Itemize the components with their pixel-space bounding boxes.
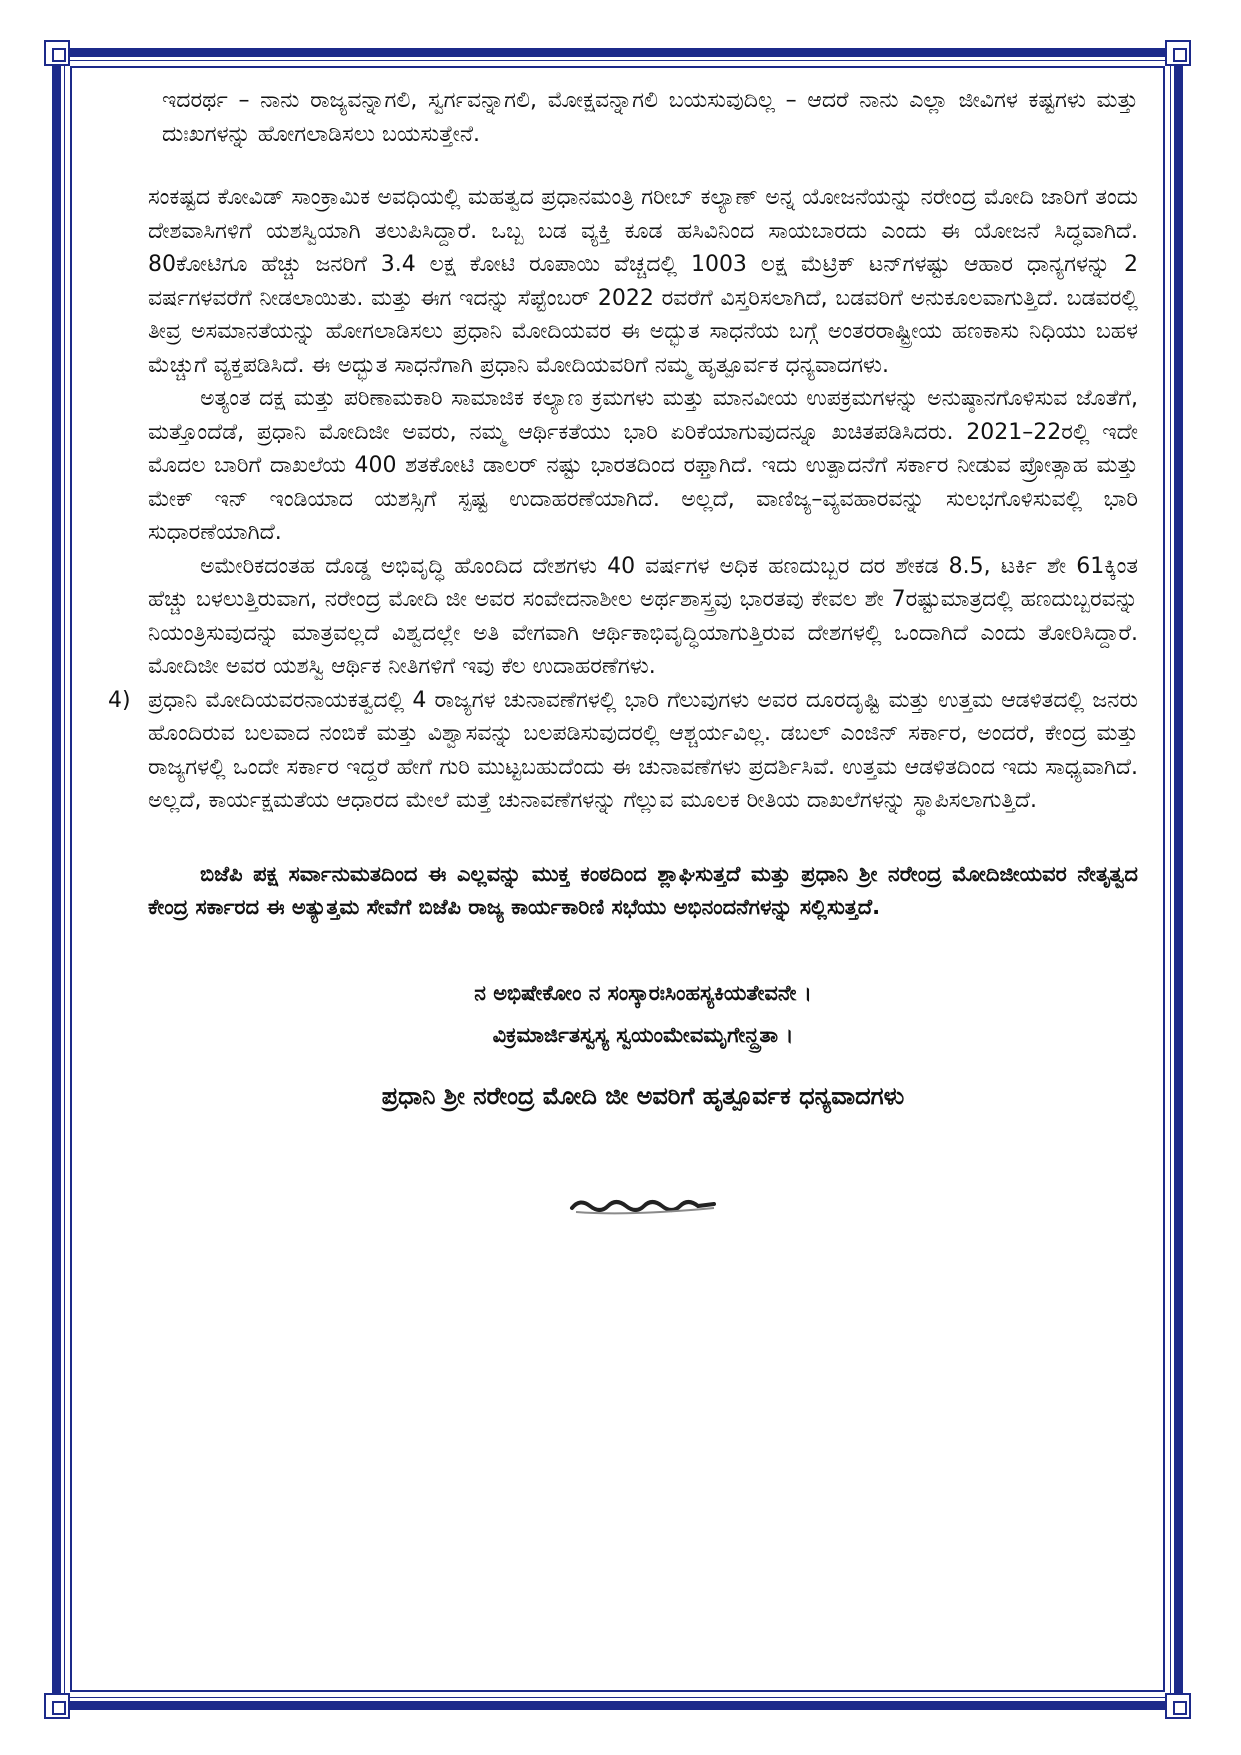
thanks-heading: ಪ್ರಧಾನಿ ಶ್ರೀ ನರೇಂದ್ರ ಮೋದಿ ಜೀ ಅವರಿಗೆ ಹೃತ್ಪೂರ್ವಕ ಧನ್ಯವಾದಗಳು	[381, 1081, 905, 1110]
border-corner-ornament	[1165, 40, 1191, 66]
paragraph-economy: ಅತ್ಯಂತ ದಕ್ಷ ಮತ್ತು ಪರಿಣಾಮಕಾರಿ ಸಾಮಾಜಿಕ ಕಲ್ಯಾಣ ಕ್ರಮಗಳು ಮತ್ತು ಮಾನವೀಯ ಉಪಕ್ರಮಗಳನ್ನು ಅನುಷ್ಠಾನಗೊಳಿಸುವ ಜೊತೆಗೆ, ಮತ್ತೊಂದೆಡೆ, ಪ್ರಧಾನಿ ಮೋದಿಜೀ ಅವರು, ನಮ್ಮ ಆರ್ಥಿಕತೆಯು ಭಾರಿ ಏರಿಕೆಯಾಗುವುದನ್ನೂ ಖಚಿತಪಡಿಸಿದರು. 2021–22ರಲ್ಲಿ ಇದೇ ಮೊದಲ ಬಾರಿಗೆ ದಾಖಲೆಯ 400 ಶತಕೋಟಿ ಡಾಲರ್ ನಷ್ಟು ಭಾರತದಿಂದ ರಫ್ತಾಗಿದೆ. ಇದು ಉತ್ಪಾದನೆಗೆ ಸರ್ಕಾರ ನೀಡುವ ಪ್ರೋತ್ಸಾಹ ಮತ್ತು ಮೇಕ್ ಇನ್ ಇಂಡಿಯಾದ ಯಶಸ್ಸಿಗೆ ಸ್ಪಷ್ಟ ಉದಾಹರಣೆಯಾಗಿದೆ. ಅಲ್ಲದೆ, ವಾಣಿಜ್ಯ–ವ್ಯವಹಾರವನ್ನು ಸುಲಭಗೊಳಿಸುವಲ್ಲಿ ಭಾರಿ ಸುಧಾರಣೆಯಾಗಿದೆ.	[148, 386, 1138, 545]
numbered-point-4	[108, 684, 1138, 818]
point-text: ಪ್ರಧಾನಿ ಮೋದಿಯವರನಾಯಕತ್ವದಲ್ಲಿ 4 ರಾಜ್ಯಗಳ ಚುನಾವಣೆಗಳಲ್ಲಿ ಭಾರಿ ಗೆಲುವುಗಳು ಅವರ ದೂರದೃಷ್ಟಿ ಮತ್ತು ಉತ್ತಮ ಆಡಳಿತದಲ್ಲಿ ಜನರು ಹೊಂದಿರುವ ಬಲವಾದ ನಂಬಿಕೆ ಮತ್ತು ವಿಶ್ವಾಸವನ್ನು ಬಲಪಡಿಸುವುದರಲ್ಲಿ ಆಶ್ಚರ್ಯವಿಲ್ಲ. ಡಬಲ್ ಎಂಜಿನ್ ಸರ್ಕಾರ, ಅಂದರೆ, ಕೇಂದ್ರ ಮತ್ತು ರಾಜ್ಯಗಳಲ್ಲಿ ಒಂದೇ ಸರ್ಕಾರ ಇದ್ದರೆ ಹೇಗೆ ಗುರಿ ಮುಟ್ಟಬಹುದೆಂದು ಈ ಚುನಾವಣೆಗಳು ಪ್ರದರ್ಶಿಸಿವೆ. ಉತ್ತಮ ಆಡಳಿತದಿಂದ ಇದು ಸಾಧ್ಯವಾಗಿದೆ. ಅಲ್ಲದೆ, ಕಾರ್ಯಕ್ಷಮತೆಯ ಆಧಾರದ ಮೇಲೆ ಮತ್ತೆ ಚುನಾವಣೆಗಳನ್ನು ಗೆಲ್ಲುವ ಮೂಲಕ ರೀತಿಯ ದಾಖಲೆಗಳನ್ನು ಸ್ಥಾಪಿಸಲಾಗುತ್ತಿದೆ.	[148, 687, 1138, 813]
document-body	[108, 84, 1138, 1218]
border-corner-ornament	[1165, 1693, 1191, 1719]
verse-line-2: ವಿಕ್ರಮಾರ್ಜಿತಸ್ವಸ್ಯ ಸ್ವಯಂಮೇವಮೃಗೇನ್ದ್ರತಾ ।	[492, 1022, 794, 1047]
closing-resolution: ಬಿಜೆಪಿ ಪಕ್ಷ ಸರ್ವಾನುಮತದಿಂದ ಈ ಎಲ್ಲವನ್ನು ಮುಕ್ತ ಕಂಠದಿಂದ ಶ್ಲಾಘಿಸುತ್ತದೆ ಮತ್ತು ಪ್ರಧಾನಿ ಶ್ರೀ ನರೇಂದ್ರ ಮೋದಿಜೀಯವರ ನೇತೃತ್ವದ ಕೇಂದ್ರ ಸರ್ಕಾರದ ಈ ಅತ್ಯುತ್ತಮ ಸೇವೆಗೆ ಬಿಜೆಪಿ ರಾಜ್ಯ ಕಾರ್ಯಕಾರಿಣಿ ಸಭೆಯು ಅಭಿನಂದನೆಗಳನ್ನು ಸಲ್ಲಿಸುತ್ತದೆ.	[148, 861, 1138, 919]
point-number: 4)	[108, 687, 131, 713]
paragraph-inflation: ಅಮೇರಿಕದಂತಹ ದೊಡ್ಡ ಅಭಿವೃದ್ಧಿ ಹೊಂದಿದ ದೇಶಗಳು 40 ವರ್ಷಗಳ ಅಧಿಕ ಹಣದುಬ್ಬರ ದರ ಶೇಕಡ 8.5, ಟರ್ಕಿ ಶೇ 61ಕ್ಕಿಂತ ಹೆಚ್ಚು ಬಳಲುತ್ತಿರುವಾಗ, ನರೇಂದ್ರ ಮೋದಿ ಜೀ ಅವರ ಸಂವೇದನಾಶೀಲ ಅರ್ಥಶಾಸ್ತ್ರವು ಭಾರತವು ಕೇವಲ ಶೇ 7ರಷ್ಟುಮಾತ್ರದಲ್ಲಿ ಹಣದುಬ್ಬರವನ್ನು ನಿಯಂತ್ರಿಸುವುದನ್ನು ಮಾತ್ರವಲ್ಲದೆ ವಿಶ್ವದಲ್ಲೇ ಅತಿ ವೇಗವಾಗಿ ಆರ್ಥಿಕಾಭಿವೃದ್ಧಿಯಾಗುತ್ತಿರುವ ದೇಶಗಳಲ್ಲಿ ಒಂದಾಗಿದೆ ಎಂದು ತೋರಿಸಿದ್ದಾರೆ. ಮೋದಿಜೀ ಅವರ ಯಶಸ್ವಿ ಆರ್ಥಿಕ ನೀತಿಗಳಿಗೆ ಇವು ಕೆಲ ಉದಾಹರಣೆಗಳು.	[148, 553, 1138, 679]
flourish-divider	[568, 1194, 718, 1218]
verse-line-1: ನ ಅಭಿಷೇಕೋಂ ನ ಸಂಸ್ಕಾರಃಸಿಂಹಸ್ಯಕಿಯತೇವನೇ ।	[474, 980, 812, 1005]
border-corner-ornament	[44, 40, 70, 66]
border-corner-ornament	[44, 1693, 70, 1719]
intro-paragraph: ಇದರರ್ಥ – ನಾನು ರಾಜ್ಯವನ್ನಾಗಲಿ, ಸ್ವರ್ಗವನ್ನಾಗಲಿ, ಮೋಕ್ಷವನ್ನಾಗಲಿ ಬಯಸುವುದಿಲ್ಲ – ಆದರೆ ನಾನು ಎಲ್ಲಾ ಜೀವಿಗಳ ಕಷ್ಟಗಳು ಮತ್ತು ದುಃಖಗಳನ್ನು ಹೋಗಲಾಡಿಸಲು ಬಯಸುತ್ತೇನೆ.	[162, 88, 1138, 147]
paragraph-food-scheme: ಸಂಕಷ್ಟದ ಕೋವಿಡ್ ಸಾಂಕ್ರಾಮಿಕ ಅವಧಿಯಲ್ಲಿ ಮಹತ್ವದ ಪ್ರಧಾನಮಂತ್ರಿ ಗರೀಬ್ ಕಲ್ಯಾಣ್ ಅನ್ನ ಯೋಜನೆಯನ್ನು ನರೇಂದ್ರ ಮೋದಿ ಜಾರಿಗೆ ತಂದು ದೇಶವಾಸಿಗಳಿಗೆ ಯಶಸ್ವಿಯಾಗಿ ತಲುಪಿಸಿದ್ದಾರೆ. ಒಬ್ಬ ಬಡ ವ್ಯಕ್ತಿ ಕೂಡ ಹಸಿವಿನಿಂದ ಸಾಯಬಾರದು ಎಂದು ಈ ಯೋಜನೆ ಸಿದ್ಧವಾಗಿದೆ. 80ಕೋಟಿಗೂ ಹೆಚ್ಚು ಜನರಿಗೆ 3.4 ಲಕ್ಷ ಕೋಟಿ ರೂಪಾಯಿ ವೆಚ್ಚದಲ್ಲಿ 1003 ಲಕ್ಷ ಮೆಟ್ರಿಕ್ ಟನ್‌ಗಳಷ್ಟು ಆಹಾರ ಧಾನ್ಯಗಳನ್ನು 2 ವರ್ಷಗಳವರೆಗೆ ನೀಡಲಾಯಿತು. ಮತ್ತು ಈಗ ಇದನ್ನು ಸೆಪ್ಟೆಂಬರ್ 2022 ರವರೆಗೆ ವಿಸ್ತರಿಸಲಾಗಿದೆ, ಬಡವರಿಗೆ ಅನುಕೂಲವಾಗುತ್ತಿದೆ. ಬಡವರಲ್ಲಿ ತೀವ್ರ ಅಸಮಾನತೆಯನ್ನು ಹೋಗಲಾಡಿಸಲು ಪ್ರಧಾನಿ ಮೋದಿಯವರ ಈ ಅದ್ಭುತ ಸಾಧನೆಯ ಬಗ್ಗೆ ಅಂತರರಾಷ್ಟ್ರೀಯ ಹಣಕಾಸು ನಿಧಿಯು ಬಹಳ ಮೆಚ್ಚುಗೆ ವ್ಯಕ್ತಪಡಿಸಿದೆ. ಈ ಅದ್ಭುತ ಸಾಧನೆಗಾಗಿ ಪ್ರಧಾನಿ ಮೋದಿಯವರಿಗೆ ನಮ್ಮ ಹೃತ್ಪೂರ್ವಕ ಧನ್ಯವಾದಗಳು.	[148, 185, 1138, 378]
